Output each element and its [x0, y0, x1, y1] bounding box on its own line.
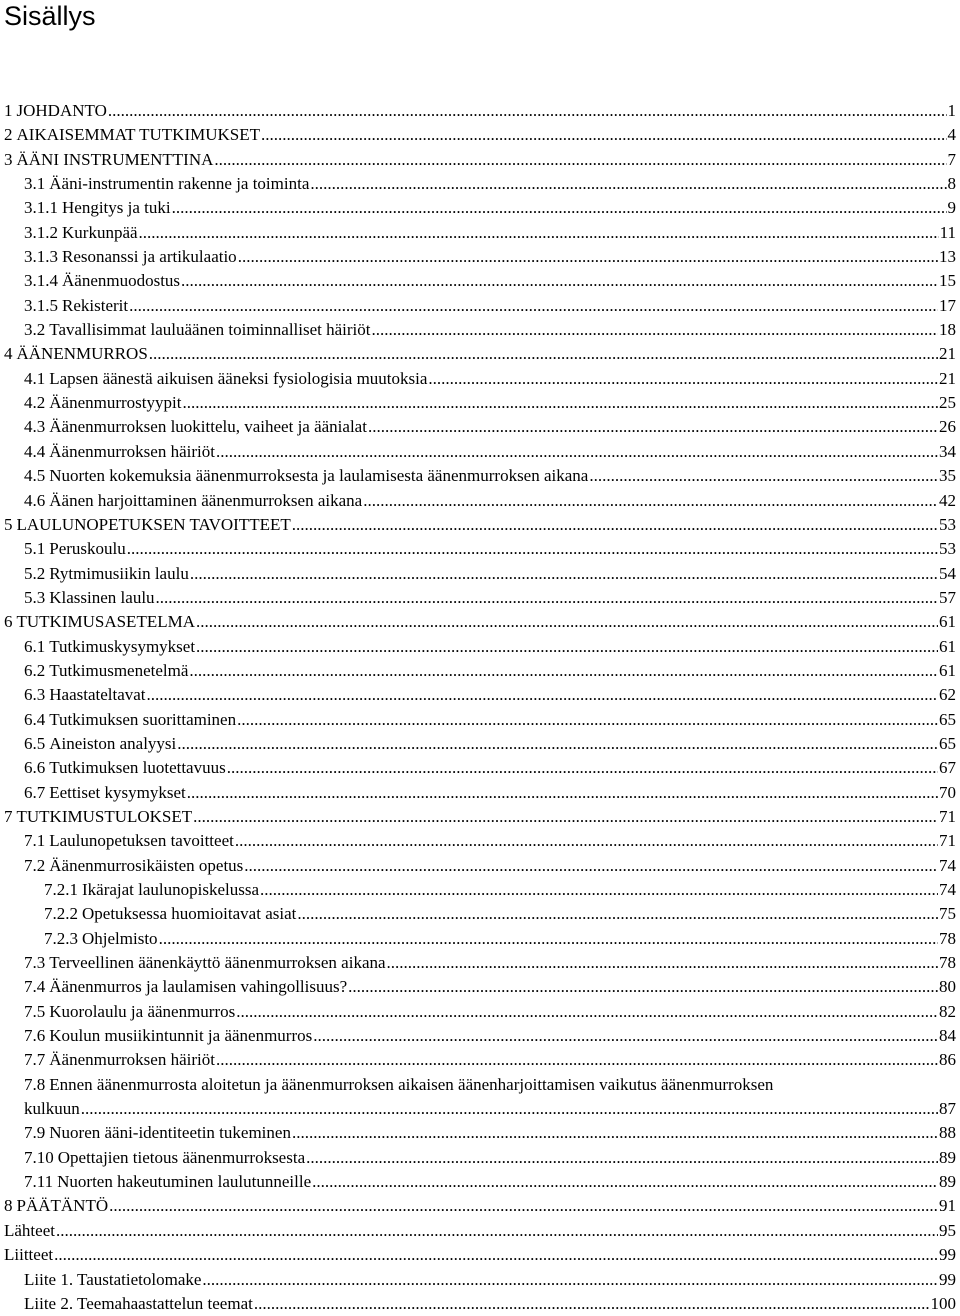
toc-entry-label: Rytmimusiikin laulu [49, 563, 189, 583]
toc-entry-page: 71 [939, 831, 956, 851]
dot-leader [260, 878, 938, 902]
toc-entry-label: Nuorten kokemuksia äänenmurroksesta ja laulamisesta äänenmurroksen aikana [49, 466, 589, 486]
dot-leader [292, 513, 938, 537]
toc-entry[interactable] [0, 415, 960, 439]
toc-entry-page: 7 [947, 149, 956, 169]
toc-entry-page: 21 [939, 368, 956, 388]
toc-entry-page: 99 [939, 1269, 956, 1289]
toc-entry[interactable] [0, 1243, 960, 1267]
toc-entry[interactable] [0, 562, 960, 586]
toc-entry-label: Liite 2. Teemahaastattelun teemat [24, 1293, 253, 1313]
toc-entry-page: 57 [939, 587, 956, 607]
dot-leader [187, 781, 938, 805]
toc-entry[interactable] [0, 172, 960, 196]
toc-entry-number: 7.5 [24, 1001, 46, 1021]
toc-entry[interactable] [0, 1121, 960, 1145]
table-of-contents [0, 99, 960, 1316]
dot-leader [428, 367, 938, 391]
toc-entry-label: Hengitys ja tuki [62, 198, 171, 218]
toc-entry-page: 86 [939, 1050, 956, 1070]
toc-entry-page: 11 [939, 222, 956, 242]
dot-leader [172, 196, 947, 220]
toc-entry-page: 78 [939, 953, 956, 973]
toc-entry-label: AIKAISEMMAT TUTKIMUKSET [16, 125, 261, 145]
toc-entry-number: 1 [4, 101, 13, 120]
dot-leader [244, 854, 938, 878]
toc-entry-label: Haastateltavat [49, 685, 146, 705]
toc-entry-label: Lapsen äänestä aikuisen ääneksi fysiologisia muutoksia [49, 368, 428, 388]
dot-leader [312, 1170, 938, 1194]
dot-leader [238, 245, 938, 269]
toc-entry[interactable] [0, 1268, 960, 1292]
toc-entry-number: 7.2.1 [44, 880, 78, 899]
toc-entry[interactable] [0, 756, 960, 780]
dot-leader [177, 732, 938, 756]
toc-entry[interactable] [0, 489, 960, 513]
toc-entry-page: 82 [939, 1001, 956, 1021]
toc-entry-page: 26 [939, 417, 956, 437]
toc-entry-label: Äänenmurros ja laulamisen vahingollisuus? [49, 977, 348, 997]
toc-entry-label: TUTKIMUSTULOKSET [16, 806, 193, 826]
toc-entry-number: 5.2 [24, 563, 46, 583]
toc-entry-number: 4.6 [24, 490, 46, 510]
dot-leader [193, 805, 938, 829]
toc-entry[interactable] [0, 878, 960, 902]
toc-entry[interactable] [0, 829, 960, 853]
toc-entry-number: 6.3 [24, 685, 46, 705]
dot-leader [109, 1194, 938, 1218]
toc-entry-label: Liite 1. Taustatietolomake [24, 1269, 202, 1289]
toc-entry-page: 91 [939, 1196, 956, 1216]
toc-entry-label: Peruskoulu [49, 539, 126, 559]
toc-entry-page: 15 [939, 271, 956, 291]
toc-entry[interactable] [0, 1024, 960, 1048]
toc-entry-page: 87 [939, 1099, 956, 1119]
toc-entry-page: 89 [939, 1172, 956, 1192]
toc-entry-label: Laulunopetuksen tavoitteet [49, 831, 234, 851]
toc-entry-page: 65 [939, 709, 956, 729]
toc-entry-number: 3 [4, 149, 13, 169]
toc-entry[interactable] [0, 586, 960, 610]
toc-entry-number: 4.5 [24, 466, 46, 486]
toc-entry[interactable] [0, 294, 960, 318]
toc-entry[interactable] [0, 440, 960, 464]
toc-entry-label: Opettajien tietous äänenmurroksesta [57, 1147, 306, 1167]
toc-entry-number: 7.4 [24, 977, 46, 997]
toc-entry-page: 61 [939, 612, 956, 632]
dot-leader [214, 148, 946, 172]
toc-entry[interactable] [0, 975, 960, 999]
toc-entry[interactable] [0, 1194, 960, 1218]
toc-entry-number: 3.1.3 [24, 247, 58, 267]
toc-entry[interactable] [0, 342, 960, 366]
toc-entry-number: 6 [4, 612, 13, 632]
dot-leader [147, 683, 938, 707]
toc-entry-label: JOHDANTO [16, 101, 107, 120]
toc-entry[interactable] [0, 1000, 960, 1024]
dot-leader [216, 440, 938, 464]
toc-entry-number: 6.2 [24, 660, 46, 680]
toc-entry-label: Kurkunpää [62, 222, 138, 242]
toc-entry[interactable] [0, 245, 960, 269]
toc-entry-page: 35 [939, 466, 956, 486]
toc-entry-label: Lähteet [4, 1220, 55, 1240]
toc-entry-number: 3.1 [24, 174, 46, 194]
toc-entry-continuation[interactable] [0, 1097, 960, 1121]
toc-entry[interactable] [0, 1146, 960, 1170]
dot-leader [313, 1024, 938, 1048]
toc-entry[interactable] [0, 464, 960, 488]
toc-entry-number: 7.10 [24, 1147, 54, 1167]
toc-entry-label: Nuorten hakeutuminen laulutunneille [57, 1172, 312, 1192]
toc-entry[interactable] [0, 781, 960, 805]
toc-entry[interactable] [0, 537, 960, 561]
toc-entry[interactable] [0, 1292, 960, 1316]
toc-entry-label: Äänen harjoittaminen äänenmurroksen aikana [49, 490, 363, 510]
toc-entry-page: 25 [939, 393, 956, 413]
toc-entry[interactable] [0, 513, 960, 537]
toc-entry-page: 18 [939, 320, 956, 340]
toc-entry-number: 7.2.3 [44, 928, 78, 948]
toc-entry-label: Tutkimuksen luotettavuus [49, 758, 226, 778]
toc-entry-page: 42 [939, 490, 956, 510]
dot-leader [159, 927, 938, 951]
toc-entry-number: 4.3 [24, 417, 46, 437]
toc-entry-label: Tavallisimmat lauluäänen toiminnalliset häiriöt [49, 320, 371, 340]
toc-entry-number: 7.2.2 [44, 904, 78, 924]
dot-leader [236, 1000, 938, 1024]
dot-leader [182, 391, 938, 415]
dot-leader [310, 172, 946, 196]
dot-leader [297, 902, 938, 926]
toc-entry-number: 2 [4, 125, 13, 145]
toc-entry-label: Terveellinen äänenkäyttö äänenmurroksen aikana [49, 953, 386, 973]
dot-leader [190, 562, 938, 586]
dot-leader [589, 464, 938, 488]
toc-entry-page: 8 [947, 174, 956, 194]
dot-leader [227, 756, 938, 780]
toc-entry-number: 4 [4, 344, 13, 364]
toc-entry[interactable] [0, 318, 960, 342]
toc-entry-page: 53 [939, 539, 956, 559]
toc-entry-label: Ohjelmisto [82, 928, 158, 948]
toc-entry-number: 5.3 [24, 587, 46, 607]
toc-entry-page: 88 [939, 1123, 956, 1143]
toc-entry-number: 6.6 [24, 758, 46, 778]
dot-leader [56, 1219, 938, 1243]
toc-entry-page: 13 [939, 247, 956, 267]
toc-entry-number: 6.4 [24, 709, 46, 729]
toc-entry-page: 74 [939, 855, 956, 875]
toc-entry[interactable] [0, 123, 960, 147]
dot-leader [139, 221, 939, 245]
toc-entry-number: 4.4 [24, 441, 46, 461]
dot-leader [237, 708, 938, 732]
toc-entry-page: 78 [939, 928, 956, 948]
dot-leader [202, 1268, 938, 1292]
toc-entry-number: 5 [4, 514, 13, 534]
toc-entry-label: Kuorolaulu ja äänenmurros [49, 1001, 236, 1021]
toc-entry-page: 67 [939, 758, 956, 778]
toc-entry[interactable] [0, 635, 960, 659]
toc-entry-page: 99 [939, 1245, 956, 1265]
toc-entry-label: PÄÄTÄNTÖ [16, 1196, 109, 1216]
toc-entry-number: 7.9 [24, 1123, 46, 1143]
toc-entry-number: 7.3 [24, 953, 46, 973]
toc-entry-number: 3.1.5 [24, 295, 58, 315]
toc-entry-label: Tutkimuskysymykset [49, 636, 196, 656]
toc-entry[interactable] [0, 732, 960, 756]
toc-entry-page: 54 [939, 563, 956, 583]
toc-entry[interactable] [0, 902, 960, 926]
toc-entry-page: 34 [939, 441, 956, 461]
toc-entry-label: Äänenmurroksen häiriöt [49, 1050, 215, 1070]
toc-entry-number: 7.2 [24, 855, 46, 875]
toc-entry-page: 1 [947, 101, 956, 120]
toc-entry-label: Äänenmurrosikäisten opetus [49, 855, 244, 875]
toc-entry-page: 74 [939, 880, 956, 899]
toc-entry-label: Koulun musiikintunnit ja äänenmurros [49, 1026, 313, 1046]
dot-leader [108, 99, 947, 123]
toc-entry-label: Äänenmurroksen luokittelu, vaiheet ja äänialat [49, 417, 367, 437]
toc-entry-page: 4 [947, 125, 956, 145]
toc-entry-number: 7.7 [24, 1050, 46, 1070]
dot-leader [254, 1292, 930, 1316]
toc-entry-label: Resonanssi ja artikulaatio [62, 247, 237, 267]
toc-entry-page: 53 [939, 514, 956, 534]
toc-entry[interactable] [0, 610, 960, 634]
toc-entry-number: 7 [4, 806, 13, 826]
toc-entry[interactable] [0, 708, 960, 732]
toc-entry-page: 70 [939, 782, 956, 802]
toc-entry-page: 61 [939, 660, 956, 680]
dot-leader [216, 1048, 938, 1072]
toc-entry-label: Tutkimuksen suorittaminen [49, 709, 237, 729]
toc-entry[interactable] [0, 854, 960, 878]
toc-entry-number: 7.1 [24, 831, 46, 851]
dot-leader [292, 1121, 938, 1145]
toc-entry-page: 75 [939, 904, 956, 924]
toc-entry-label: Klassinen laulu [49, 587, 155, 607]
toc-entry-label: Äänenmurroksen häiriöt [49, 441, 215, 461]
toc-entry-label: Tutkimusmenetelmä [49, 660, 189, 680]
page-title: Sisällys [4, 1, 96, 31]
dot-leader [235, 829, 938, 853]
toc-entry-page: 62 [939, 685, 956, 705]
toc-entry[interactable] [0, 367, 960, 391]
dot-leader [129, 294, 938, 318]
dot-leader [54, 1243, 938, 1267]
dot-leader [81, 1097, 938, 1121]
toc-entry-label: Ennen äänenmurrosta aloitetun ja äänenmurroksen aikaisen äänenharjoittamisen vaikutus äänenmurroksen [49, 1074, 774, 1094]
dot-leader [348, 975, 938, 999]
toc-entry-page: 21 [939, 344, 956, 364]
dot-leader [156, 586, 938, 610]
toc-entry[interactable] [0, 148, 960, 172]
toc-entry[interactable] [0, 683, 960, 707]
dot-leader [189, 659, 938, 683]
toc-entry-label: LAULUNOPETUKSEN TAVOITTEET [16, 514, 291, 534]
toc-entry-page: 61 [939, 636, 956, 656]
toc-entry-label: Liitteet [4, 1245, 54, 1265]
toc-entry-page: 84 [939, 1026, 956, 1046]
toc-entry-number: 6.5 [24, 733, 46, 753]
dot-leader [196, 635, 938, 659]
toc-entry-number: 4.1 [24, 368, 46, 388]
toc-entry-page: 65 [939, 733, 956, 753]
dot-leader [368, 415, 938, 439]
toc-entry-label: Nuoren ääni-identiteetin tukeminen [49, 1123, 291, 1143]
toc-entry[interactable] [0, 1073, 960, 1097]
dot-leader [181, 269, 938, 293]
toc-entry-number: 8 [4, 1196, 13, 1216]
toc-entry-page: 89 [939, 1147, 956, 1167]
toc-entry-number: 7.6 [24, 1026, 46, 1046]
toc-entry-label: Eettiset kysymykset [49, 782, 186, 802]
toc-entry-label: Äänenmurrostyypit [49, 393, 182, 413]
dot-leader [363, 489, 938, 513]
toc-entry-label-continuation: kulkuun [24, 1099, 80, 1119]
toc-entry-number: 4.2 [24, 393, 46, 413]
toc-entry[interactable] [0, 196, 960, 220]
toc-entry[interactable] [0, 221, 960, 245]
toc-entry-number: 7.11 [24, 1172, 54, 1192]
toc-entry[interactable] [0, 391, 960, 415]
toc-entry-page: 17 [939, 295, 956, 315]
dot-leader [127, 537, 938, 561]
toc-entry-page: 100 [930, 1293, 956, 1313]
dot-leader [149, 342, 938, 366]
toc-entry[interactable] [0, 1219, 960, 1243]
dot-leader [261, 123, 946, 147]
toc-entry-label: Rekisterit [62, 295, 129, 315]
dot-leader [196, 610, 938, 634]
toc-entry-number: 6.7 [24, 782, 46, 802]
toc-entry-page: 9 [947, 198, 956, 218]
toc-entry[interactable] [0, 269, 960, 293]
toc-entry[interactable] [0, 659, 960, 683]
toc-entry-number: 3.1.2 [24, 222, 58, 242]
dot-leader [387, 951, 938, 975]
toc-entry-label: Ääni-instrumentin rakenne ja toiminta [49, 174, 310, 194]
toc-entry[interactable] [0, 805, 960, 829]
toc-entry-number: 3.1.1 [24, 198, 58, 218]
toc-entry-number: 5.1 [24, 539, 46, 559]
toc-entry[interactable] [0, 951, 960, 975]
toc-entry-label: Ikärajat laulunopiskelussa [82, 880, 260, 899]
toc-entry[interactable] [0, 99, 960, 123]
toc-entry-number: 3.2 [24, 320, 46, 340]
toc-entry-label: Opetuksessa huomioitavat asiat [82, 904, 297, 924]
toc-entry[interactable] [0, 1170, 960, 1194]
toc-entry-number: 6.1 [24, 636, 46, 656]
toc-entry-page: 95 [939, 1220, 956, 1240]
toc-entry-label: Aineiston analyysi [49, 733, 177, 753]
toc-entry[interactable] [0, 927, 960, 951]
toc-entry-label: ÄÄNENMURROS [16, 344, 148, 364]
toc-entry-number: 3.1.4 [24, 271, 58, 291]
toc-entry-page: 80 [939, 977, 956, 997]
dot-leader [372, 318, 938, 342]
toc-entry-number: 7.8 [24, 1074, 46, 1094]
toc-entry-page: 71 [939, 806, 956, 826]
dot-leader [306, 1146, 938, 1170]
toc-entry-label: ÄÄNI INSTRUMENTTINA [16, 149, 214, 169]
toc-entry-label: Äänenmuodostus [62, 271, 181, 291]
toc-entry[interactable] [0, 1048, 960, 1072]
toc-entry-label: TUTKIMUSASETELMA [16, 612, 195, 632]
